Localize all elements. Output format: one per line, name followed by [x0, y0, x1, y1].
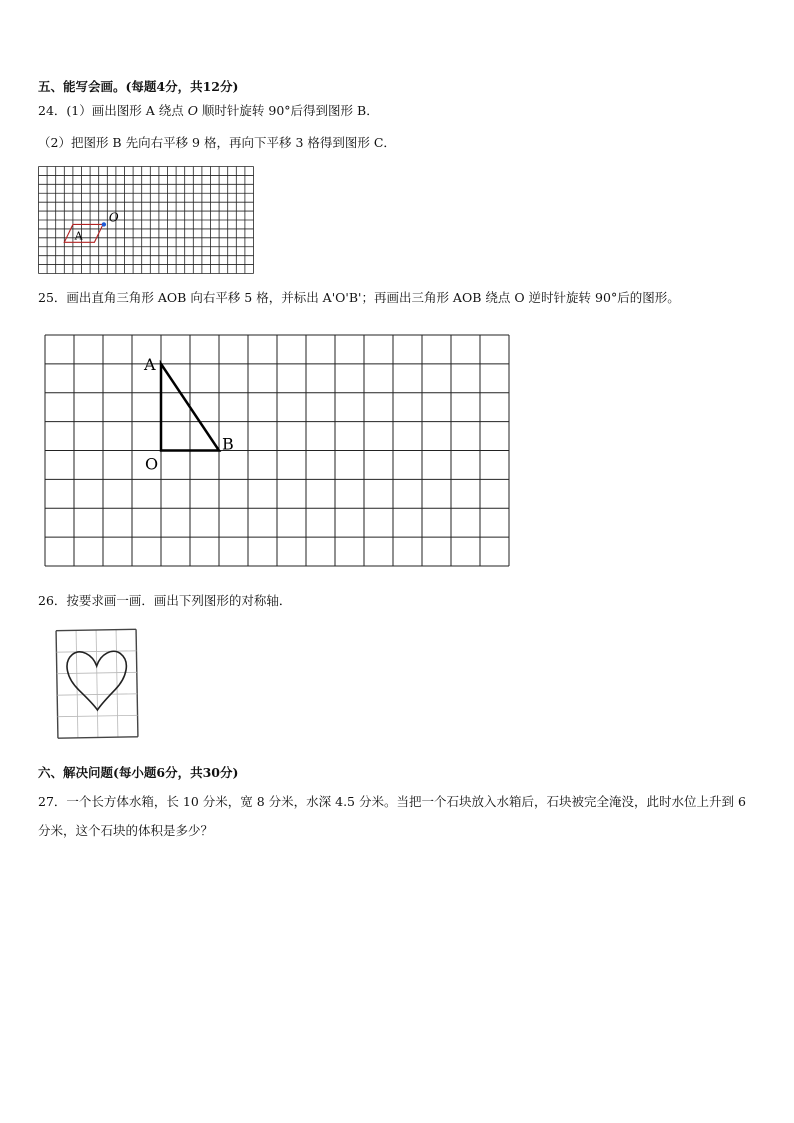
heart-grid-group — [56, 629, 138, 738]
grid-line — [116, 630, 118, 737]
label-o: O — [108, 210, 119, 225]
section-heading-6: 六、解决问题(每小题6分，共30分) — [38, 765, 239, 780]
question-26: 26．按要求画一画．画出下列图形的对称轴． — [38, 593, 292, 608]
grid-line — [58, 737, 138, 738]
grid-line — [56, 631, 58, 738]
grid-line — [76, 630, 78, 737]
question-25: 25．画出直角三角形 AOB 向右平移 5 格，并标出 A'O'B'；再画出三角形 AOB 绕点 O 逆时针旋转 90°后的图形。 — [38, 290, 680, 305]
question-24-part-1: 24．(1）画出图形 A 绕点 O 顺时针旋转 90°后得到图形 B． — [38, 103, 379, 118]
section-heading-5: 五、能写会画。(每题4分，共12分) — [38, 79, 239, 94]
grid-line — [96, 630, 98, 737]
label-a: A — [144, 354, 156, 374]
grid-line — [136, 629, 138, 736]
grid-line — [56, 629, 136, 630]
q25-grid-figure — [44, 334, 510, 568]
question-24-part-2: （2）把图形 B 先向右平移 9 格，再向下平移 3 格得到图形 C． — [38, 135, 396, 150]
q24-grid-figure — [38, 166, 254, 276]
label-a: A — [74, 229, 83, 243]
question-27: 27．一个长方体水箱，长 10 分米，宽 8 分米，水深 4.5 分米。当把一个石块放入水箱后，石块被完全淹没，此时水位上升到 6 分米，这个石块的体积是多少？ — [38, 794, 746, 838]
shape-a — [64, 224, 103, 242]
point-o — [102, 222, 106, 226]
label-o: O — [145, 454, 159, 474]
label-b: B — [222, 434, 234, 454]
q26-heart-figure — [55, 628, 145, 743]
